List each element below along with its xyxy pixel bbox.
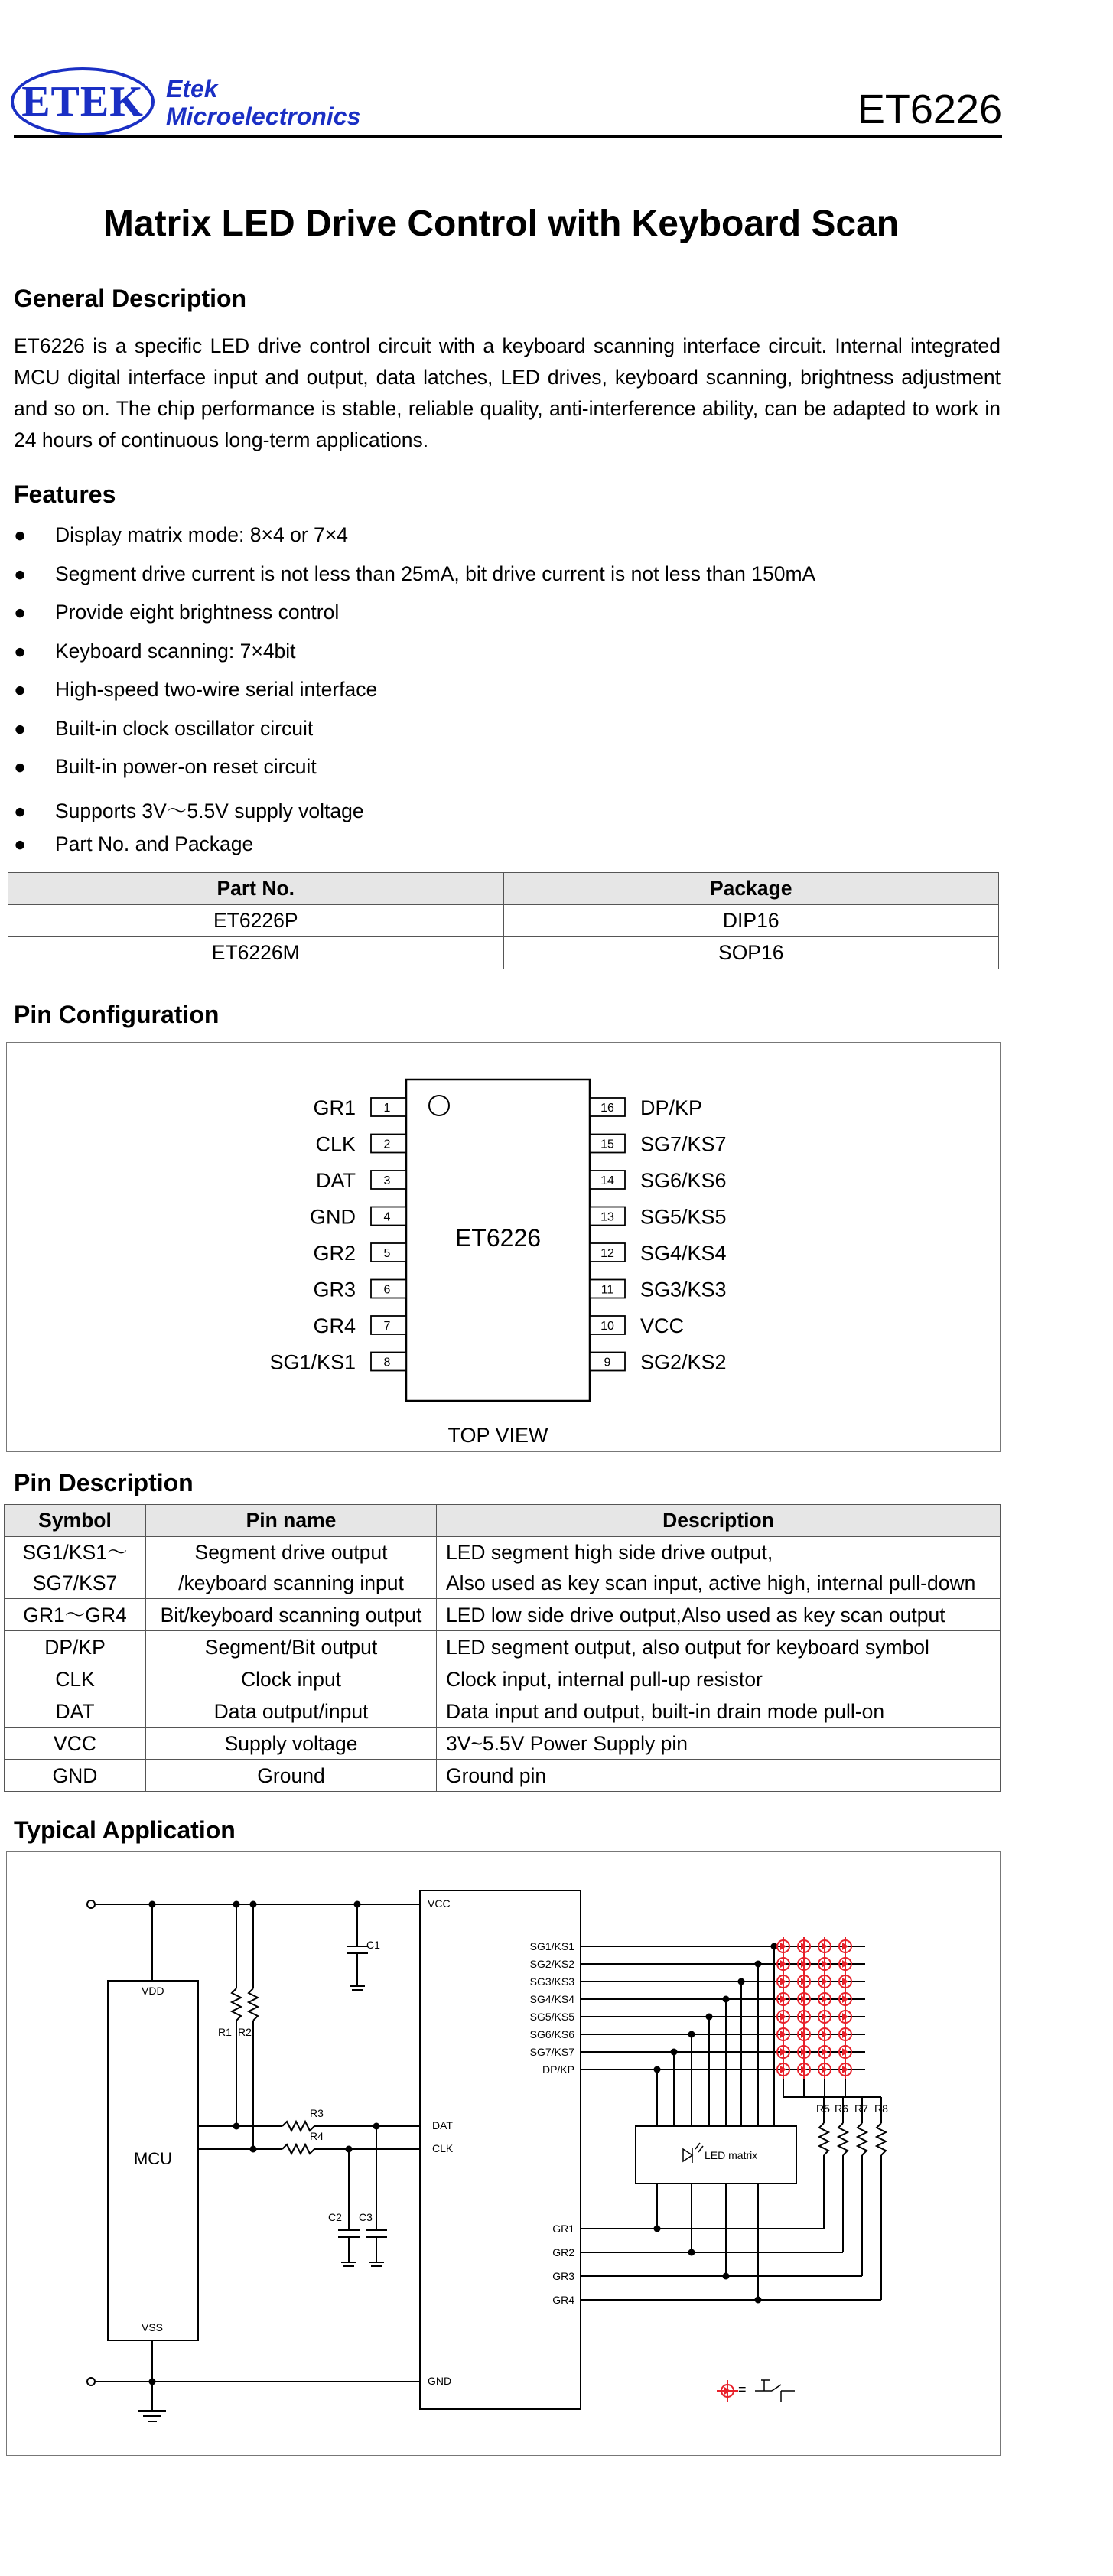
table-cell (146, 1695, 437, 1728)
table-cell (146, 1537, 437, 1599)
cell-line: Ground pin (446, 1763, 547, 1787)
pin-name: DAT (316, 1169, 356, 1192)
cell-line: Ground (257, 1763, 325, 1787)
seg-pin-label: DP/KP (542, 2063, 574, 2076)
top-view-label: TOP VIEW (447, 1424, 548, 1447)
pin-table-header-pin-name: Pin name (146, 1505, 437, 1537)
table-row (5, 1599, 1001, 1631)
company-name-line2: Microelectronics (166, 103, 361, 130)
table-cell (146, 1663, 437, 1695)
table-row (5, 1663, 1001, 1695)
grid-pin-label: GR4 (552, 2294, 574, 2306)
table-cell (437, 1695, 1001, 1728)
pin-table-header-description: Description (437, 1505, 1001, 1537)
pin-name: SG6/KS6 (640, 1169, 727, 1192)
vcc-pin-label: VCC (428, 1897, 451, 1910)
pin-number: 2 (383, 1138, 391, 1151)
table-cell (146, 1631, 437, 1663)
r6-label: R6 (835, 2102, 848, 2115)
pin-name: SG5/KS5 (640, 1205, 727, 1229)
pin-number: 9 (604, 1356, 611, 1369)
r5-label: R5 (816, 2102, 830, 2115)
package-table (8, 872, 999, 969)
pin-name: GR3 (313, 1278, 356, 1301)
r3-label: R3 (310, 2107, 324, 2119)
table-cell (437, 1631, 1001, 1663)
pin-name: SG2/KS2 (640, 1350, 727, 1374)
table-cell (437, 1663, 1001, 1695)
bullet-icon: ● (14, 799, 27, 822)
pin-name: DP/KP (640, 1096, 703, 1119)
cell-line: SG7/KS7 (32, 1571, 118, 1594)
vdd-label: VDD (142, 1985, 164, 1997)
cell-line: Data output/input (213, 1699, 369, 1723)
table-cell (5, 1599, 146, 1631)
table-row (5, 1760, 1001, 1792)
cell-line: Also used as key scan input, active high, internal pull-down (446, 1571, 976, 1594)
pin-number: 10 (600, 1320, 614, 1333)
general-description-text: ET6226 is a specific LED drive control circuit with a keyboard scanning interface circuit. Internal integrated MCU digital interface input and output, data latches, LED drives, keyboard scanning, brightness adjustment and so on. The chip performance is stable, reliable quality, anti-interference ability, can be adapted to work in 24 hours of continuous long-term applications. (14, 334, 1001, 451)
schematic-dynamic (530, 1937, 886, 2306)
pin-configuration-figure (6, 1042, 1001, 1452)
table-cell (146, 1728, 437, 1760)
pin-name: GND (310, 1205, 356, 1229)
table-cell (5, 1695, 146, 1728)
pin-number: 13 (600, 1210, 614, 1224)
led-matrix-label: LED matrix (705, 2149, 758, 2161)
pin-name: GR4 (313, 1314, 356, 1337)
feature-text: Segment drive current is not less than 25mA, bit drive current is not less than 150mA (55, 562, 816, 585)
table-cell (437, 1728, 1001, 1760)
table-cell (5, 1537, 146, 1599)
pin-name: SG4/KS4 (640, 1242, 727, 1265)
pin-number: 7 (383, 1320, 391, 1333)
r4-label: R4 (310, 2130, 324, 2142)
pin-number: 8 (383, 1356, 391, 1369)
bullet-icon: ● (14, 562, 27, 585)
pin-number: 6 (383, 1283, 391, 1297)
cell-line: CLK (55, 1667, 95, 1691)
pin-name: VCC (640, 1314, 685, 1337)
cell-line: DAT (55, 1699, 95, 1723)
bullet-icon: ● (14, 678, 27, 701)
feature-text: Keyboard scanning: 7×4bit (55, 639, 296, 663)
pin-number: 12 (600, 1247, 614, 1260)
pin-name: SG7/KS7 (640, 1132, 727, 1156)
c3-label: C3 (359, 2211, 373, 2223)
gnd-pin-label: GND (428, 2375, 452, 2387)
table-cell: DIP16 (503, 905, 999, 937)
resistor-icon (877, 2123, 886, 2155)
bullet-icon: ● (14, 755, 27, 778)
c1-label: C1 (366, 1939, 380, 1951)
cell-line: VCC (54, 1731, 96, 1755)
grid-pin-label: GR3 (552, 2270, 574, 2282)
cell-line: Segment drive output (194, 1541, 388, 1564)
table-cell (146, 1760, 437, 1792)
feature-text: Display matrix mode: 8×4 or 7×4 (55, 523, 348, 546)
feature-text: Part No. and Package (55, 832, 254, 855)
bullet-icon: ● (14, 716, 27, 740)
feature-item (14, 755, 317, 779)
table-cell (437, 1599, 1001, 1631)
clk-pin-label: CLK (432, 2142, 454, 2154)
table-cell (146, 1599, 437, 1631)
feature-item (14, 562, 815, 586)
r1-label: R1 (218, 2026, 232, 2038)
pin-number: 4 (383, 1210, 391, 1224)
table-row (5, 1631, 1001, 1663)
package-table-header-part: Part No. (8, 873, 504, 905)
pin-name: GR1 (313, 1096, 356, 1119)
resistor-icon (858, 2123, 867, 2155)
pin-name: SG3/KS3 (640, 1278, 727, 1301)
cell-line: LED segment output, also output for keyboard symbol (446, 1635, 929, 1659)
resistor-icon (838, 2123, 848, 2155)
header-rule (14, 135, 1002, 138)
pin-number: 15 (600, 1138, 614, 1151)
feature-item (14, 640, 296, 663)
pin-configuration-heading: Pin Configuration (14, 1001, 220, 1028)
vss-label: VSS (142, 2321, 164, 2333)
table-cell (5, 1760, 146, 1792)
pin-diagram-svg (7, 1043, 1001, 1453)
etek-logo: ETEK (21, 78, 144, 125)
seg-pin-label: SG6/KS6 (529, 2028, 574, 2040)
bullet-icon: ● (14, 832, 27, 855)
seg-pin-label: SG2/KS2 (529, 1958, 574, 1970)
table-row (5, 1695, 1001, 1728)
pin-name: CLK (315, 1132, 356, 1156)
feature-item (14, 717, 313, 741)
table-cell (437, 1760, 1001, 1792)
dat-pin-label: DAT (432, 2119, 453, 2131)
features-heading: Features (14, 480, 116, 508)
pin-name: SG1/KS1 (269, 1350, 356, 1374)
cell-line: Segment/Bit output (204, 1635, 378, 1659)
pin-description-table (4, 1504, 1001, 1792)
table-cell: ET6226M (8, 937, 504, 969)
chip-label: ET6226 (454, 1224, 542, 1252)
table-cell (5, 1728, 146, 1760)
application-schematic (7, 1852, 1001, 2457)
r7-label: R7 (854, 2102, 868, 2115)
feature-text: Supports 3V～5.5V supply voltage (55, 799, 364, 822)
feature-item (14, 794, 364, 824)
feature-item (14, 678, 377, 702)
table-cell (5, 1631, 146, 1663)
feature-text: Provide eight brightness control (55, 601, 340, 624)
table-cell: ET6226P (8, 905, 504, 937)
junction-dots (149, 1901, 380, 2385)
seg-pin-label: SG5/KS5 (529, 2011, 574, 2023)
pin-name: GR2 (313, 1242, 356, 1265)
pin-description-heading: Pin Description (14, 1469, 194, 1496)
cell-line: Clock input, internal pull-up resistor (446, 1667, 763, 1691)
cell-line: DP/KP (44, 1635, 106, 1659)
bullet-icon: ● (14, 523, 27, 546)
pin-number: 14 (600, 1174, 614, 1187)
seg-pin-label: SG3/KS3 (529, 1975, 574, 1988)
feature-text: Built-in power-on reset circuit (55, 755, 317, 778)
cell-line: /keyboard scanning input (178, 1571, 404, 1594)
pin-number: 5 (383, 1247, 391, 1260)
cell-line: LED low side drive output,Also used as key scan output (446, 1603, 945, 1627)
led-symbol-icon (683, 2143, 703, 2163)
cell-line: SG1/KS1～ (22, 1541, 128, 1564)
table-cell (437, 1537, 1001, 1599)
package-table-header-package: Package (503, 873, 999, 905)
header-part-number: ET6226 (857, 86, 1002, 132)
pin-number: 3 (383, 1174, 391, 1187)
seg-pin-label: SG1/KS1 (529, 1940, 574, 1952)
schematic-wiring (87, 1890, 796, 2421)
cell-line: Data input and output, built-in drain mode pull-on (446, 1699, 885, 1723)
cell-line: Bit/keyboard scanning output (160, 1603, 422, 1627)
cell-line: Supply voltage (224, 1731, 358, 1755)
mcu-label: MCU (133, 2149, 173, 2168)
cell-line: GND (52, 1763, 98, 1787)
feature-item (14, 832, 253, 856)
bullet-icon: ● (14, 639, 27, 663)
pin-number: 16 (600, 1102, 614, 1115)
table-row (8, 905, 999, 937)
legend-key-switch-icon (755, 2380, 795, 2402)
cell-line: 3V~5.5V Power Supply pin (446, 1731, 688, 1755)
feature-item (14, 523, 348, 547)
seg-pin-label: SG4/KS4 (529, 1993, 574, 2005)
table-row (8, 937, 999, 969)
cell-line: GR1～GR4 (23, 1603, 127, 1627)
table-row (5, 1728, 1001, 1760)
c2-label: C2 (328, 2211, 342, 2223)
feature-text: High-speed two-wire serial interface (55, 678, 378, 701)
r8-label: R8 (874, 2102, 888, 2115)
seg-pin-label: SG7/KS7 (529, 2046, 574, 2058)
typical-application-figure (6, 1851, 1001, 2456)
pin-number: 1 (383, 1102, 391, 1115)
general-description-heading: General Description (14, 285, 247, 312)
table-cell (5, 1663, 146, 1695)
pin-number: 11 (600, 1283, 614, 1297)
schematic-labels (134, 1897, 888, 2397)
company-name-line1: Etek (166, 75, 218, 103)
r2-label: R2 (238, 2026, 252, 2038)
legend-equals: = (738, 2382, 747, 2397)
feature-text: Built-in clock oscillator circuit (55, 716, 314, 740)
bullet-icon: ● (14, 601, 27, 624)
page-title: Matrix LED Drive Control with Keyboard Scan (103, 204, 900, 244)
typical-application-heading: Typical Application (14, 1816, 236, 1844)
cell-line: Clock input (240, 1667, 342, 1691)
resistor-icon (819, 2123, 828, 2155)
grid-pin-label: GR1 (552, 2223, 574, 2235)
table-row (5, 1537, 1001, 1599)
cell-line: LED segment high side drive output, (446, 1541, 773, 1564)
legend-led-icon (717, 2380, 738, 2402)
feature-item (14, 601, 339, 624)
grid-pin-label: GR2 (552, 2246, 574, 2258)
table-cell: SOP16 (503, 937, 999, 969)
pin-table-header-symbol: Symbol (5, 1505, 146, 1537)
